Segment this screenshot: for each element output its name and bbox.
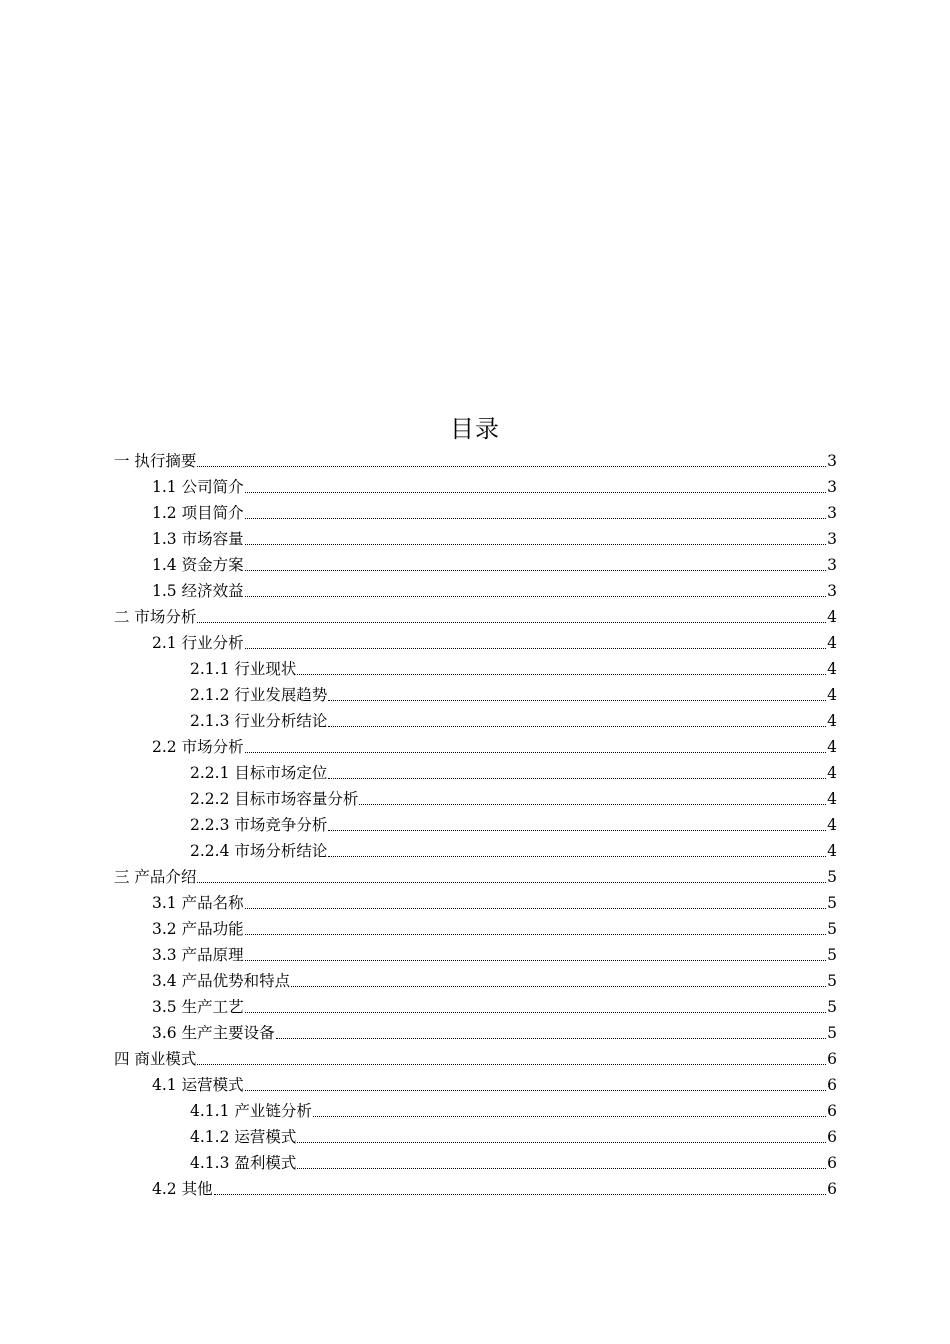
- toc-page-number: 5: [827, 972, 837, 990]
- toc-entry-label: 2.2.2 目标市场容量分析: [190, 790, 359, 808]
- toc-page-number: 6: [827, 1076, 837, 1094]
- toc-page-number: 4: [827, 738, 837, 756]
- toc-page-number: 4: [827, 712, 837, 730]
- toc-entry-label: 1.2 项目简介: [152, 504, 244, 522]
- toc-page-number: 6: [827, 1050, 837, 1068]
- toc-entry[interactable]: [0, 1096, 950, 1122]
- toc-page-number: 3: [827, 504, 837, 522]
- toc-entry-label: 3.4 产品优势和特点: [152, 972, 291, 990]
- toc-entry-label: 1.1 公司简介: [152, 478, 244, 496]
- toc-entry[interactable]: [0, 1018, 950, 1044]
- toc-entry[interactable]: [0, 914, 950, 940]
- toc-page-number: 3: [827, 582, 837, 600]
- toc-entry-label: 4.1.2 运营模式: [190, 1128, 297, 1146]
- toc-entry-label: 2.2 市场分析: [152, 738, 244, 756]
- toc-entry-label: 1.4 资金方案: [152, 556, 244, 574]
- toc-dot-leader: [245, 596, 827, 597]
- toc-dot-leader: [214, 1194, 827, 1195]
- toc-entry-label: 2.1 行业分析: [152, 634, 244, 652]
- toc-entry[interactable]: [0, 524, 950, 550]
- toc-entry-label: 2.2.4 市场分析结论: [190, 842, 328, 860]
- toc-page-number: 3: [827, 556, 837, 574]
- toc-dot-leader: [245, 518, 827, 519]
- toc-entry-label: 2.2.3 市场竞争分析: [190, 816, 328, 834]
- toc-entry[interactable]: [0, 992, 950, 1018]
- toc-page-number: 5: [827, 998, 837, 1016]
- toc-dot-leader: [297, 1168, 826, 1169]
- toc-entry[interactable]: [0, 602, 950, 628]
- toc-page-number: 4: [827, 634, 837, 652]
- toc-page-number: 4: [827, 816, 837, 834]
- toc-page-number: 5: [827, 1024, 837, 1042]
- toc-entry[interactable]: [0, 446, 950, 472]
- toc-entry[interactable]: [0, 784, 950, 810]
- toc-entry-label: 2.1.2 行业发展趋势: [190, 686, 328, 704]
- toc-entry[interactable]: [0, 472, 950, 498]
- toc-entry[interactable]: [0, 758, 950, 784]
- toc-dot-leader: [328, 726, 826, 727]
- toc-entry[interactable]: [0, 1174, 950, 1200]
- toc-dot-leader: [359, 804, 826, 805]
- toc-entry[interactable]: [0, 836, 950, 862]
- toc-page-number: 4: [827, 608, 837, 626]
- toc-entry[interactable]: [0, 862, 950, 888]
- toc-page-number: 6: [827, 1102, 837, 1120]
- toc-dot-leader: [245, 934, 827, 935]
- toc-entry[interactable]: [0, 706, 950, 732]
- toc-entry-label: 2.1.3 行业分析结论: [190, 712, 328, 730]
- toc-dot-leader: [245, 1090, 827, 1091]
- toc-entry-label: 二 市场分析: [114, 608, 197, 626]
- toc-entry[interactable]: [0, 654, 950, 680]
- toc-dot-leader: [297, 1142, 826, 1143]
- toc-page-number: 5: [827, 946, 837, 964]
- toc-dot-leader: [245, 648, 827, 649]
- toc-entry-label: 3.5 生产工艺: [152, 998, 244, 1016]
- toc-dot-leader: [197, 466, 826, 467]
- toc-entry-label: 2.2.1 目标市场定位: [190, 764, 328, 782]
- table-of-contents: [0, 446, 950, 1200]
- toc-dot-leader: [328, 856, 826, 857]
- toc-dot-leader: [245, 570, 827, 571]
- toc-entry[interactable]: [0, 888, 950, 914]
- toc-dot-leader: [197, 1064, 826, 1065]
- toc-entry[interactable]: [0, 732, 950, 758]
- toc-entry[interactable]: [0, 628, 950, 654]
- toc-entry[interactable]: [0, 940, 950, 966]
- toc-page-number: 6: [827, 1128, 837, 1146]
- toc-entry-label: 3.6 生产主要设备: [152, 1024, 275, 1042]
- toc-dot-leader: [245, 752, 827, 753]
- toc-page-number: 4: [827, 686, 837, 704]
- toc-dot-leader: [313, 1116, 826, 1117]
- toc-entry-label: 3.1 产品名称: [152, 894, 244, 912]
- toc-page-number: 6: [827, 1180, 837, 1198]
- toc-dot-leader: [291, 986, 826, 987]
- toc-dot-leader: [197, 622, 826, 623]
- toc-entry-label: 4.2 其他: [152, 1180, 213, 1198]
- toc-entry[interactable]: [0, 576, 950, 602]
- toc-entry[interactable]: [0, 810, 950, 836]
- toc-entry-label: 4.1 运营模式: [152, 1076, 244, 1094]
- toc-title: 目录: [450, 415, 500, 443]
- toc-entry-label: 1.5 经济效益: [152, 582, 244, 600]
- toc-dot-leader: [245, 544, 827, 545]
- toc-dot-leader: [245, 492, 827, 493]
- toc-entry-label: 3.2 产品功能: [152, 920, 244, 938]
- toc-entry[interactable]: [0, 1044, 950, 1070]
- toc-dot-leader: [297, 674, 826, 675]
- toc-dot-leader: [276, 1038, 827, 1039]
- toc-entry-label: 四 商业模式: [114, 1050, 197, 1068]
- toc-entry[interactable]: [0, 1122, 950, 1148]
- toc-entry-label: 1.3 市场容量: [152, 530, 244, 548]
- toc-entry-label: 4.1.1 产业链分析: [190, 1102, 312, 1120]
- toc-dot-leader: [245, 908, 827, 909]
- toc-entry[interactable]: [0, 1148, 950, 1174]
- toc-entry-label: 3.3 产品原理: [152, 946, 244, 964]
- toc-page-number: 5: [827, 894, 837, 912]
- toc-page-number: 4: [827, 764, 837, 782]
- toc-dot-leader: [328, 830, 826, 831]
- toc-page-number: 3: [827, 478, 837, 496]
- toc-page-number: 5: [827, 920, 837, 938]
- toc-entry[interactable]: [0, 1070, 950, 1096]
- toc-entry-label: 三 产品介绍: [114, 868, 197, 886]
- toc-dot-leader: [197, 882, 826, 883]
- toc-page-number: 6: [827, 1154, 837, 1172]
- toc-page-number: 4: [827, 790, 837, 808]
- toc-entry[interactable]: [0, 498, 950, 524]
- toc-entry-label: 4.1.3 盈利模式: [190, 1154, 297, 1172]
- toc-page-number: 5: [827, 868, 837, 886]
- toc-page-number: 4: [827, 842, 837, 860]
- toc-dot-leader: [245, 1012, 827, 1013]
- toc-page-number: 4: [827, 660, 837, 678]
- toc-entry-label: 2.1.1 行业现状: [190, 660, 297, 678]
- toc-entry[interactable]: [0, 680, 950, 706]
- toc-entry[interactable]: [0, 966, 950, 992]
- toc-entry-label: 一 执行摘要: [114, 452, 197, 470]
- toc-dot-leader: [328, 778, 826, 779]
- toc-page-number: 3: [827, 452, 837, 470]
- toc-entry[interactable]: [0, 550, 950, 576]
- toc-dot-leader: [328, 700, 826, 701]
- toc-page-number: 3: [827, 530, 837, 548]
- toc-dot-leader: [245, 960, 827, 961]
